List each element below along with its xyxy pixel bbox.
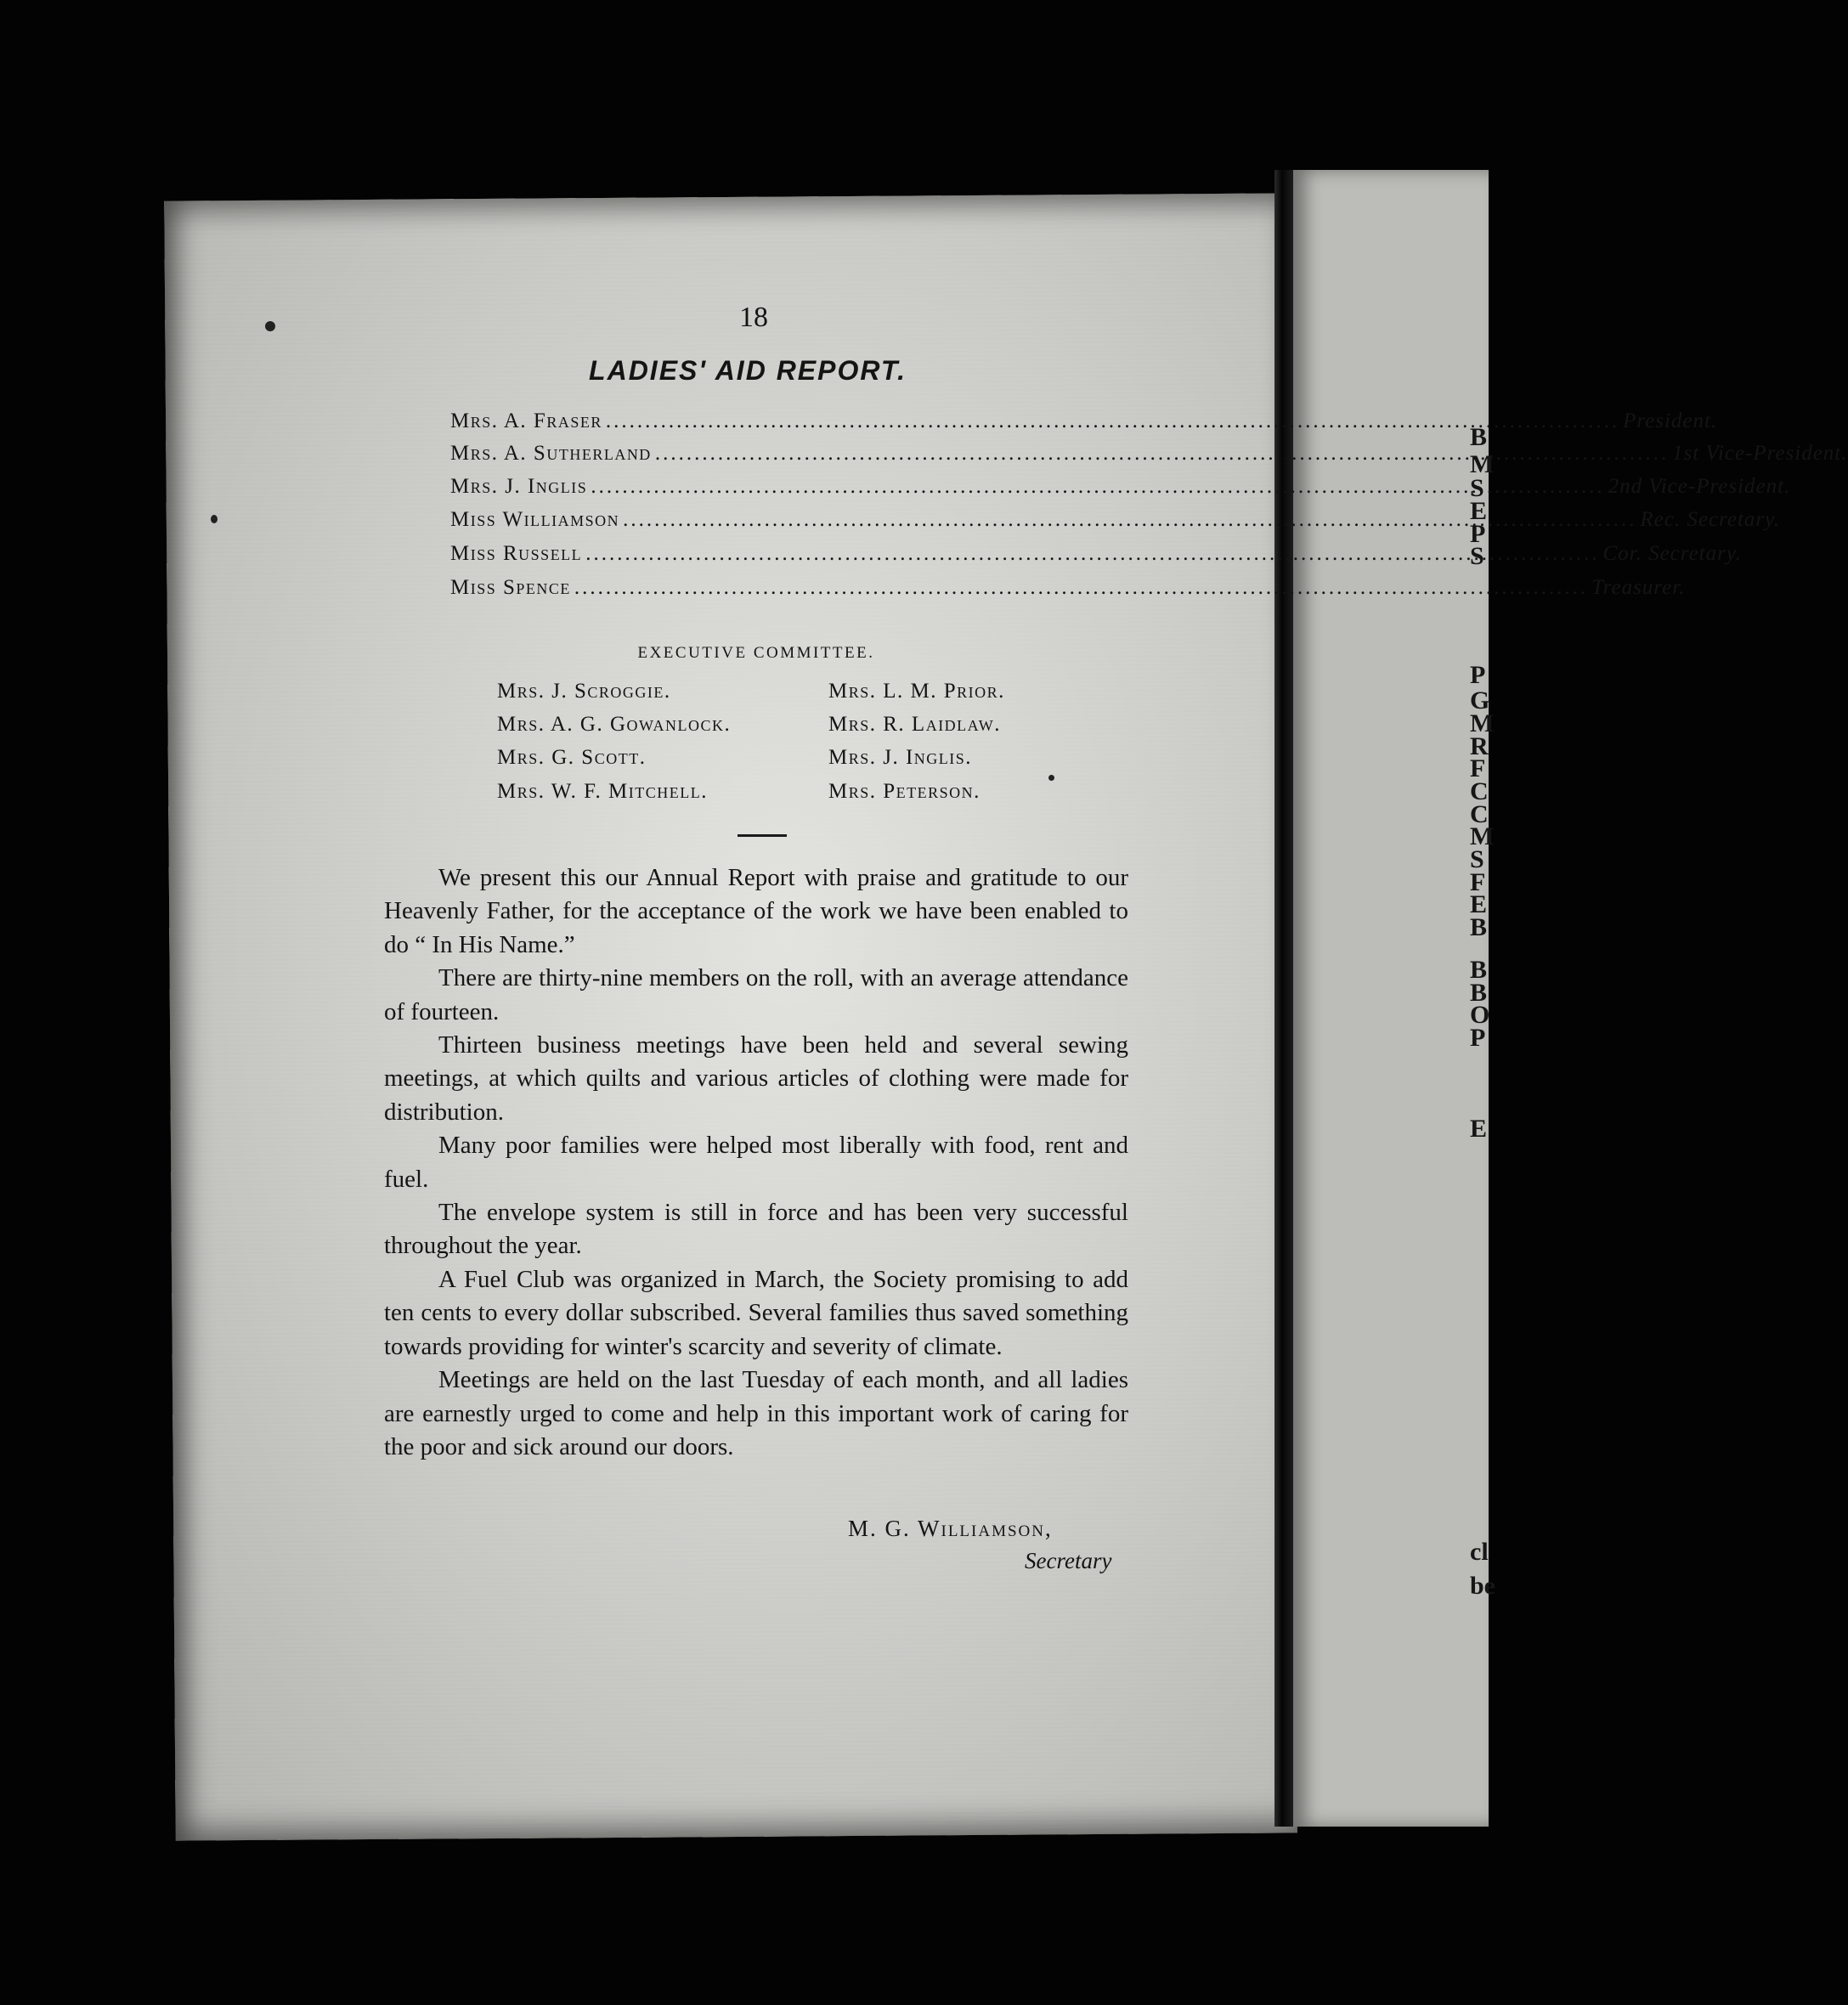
facing-page-letter: M	[1470, 450, 1495, 478]
signature-name: M. G. Williamson,	[848, 1516, 1053, 1541]
officer-name: Mrs. A. Fraser	[450, 409, 602, 432]
leader-dots	[574, 576, 1588, 600]
officer-name: Mrs. A. Sutherland	[450, 442, 652, 465]
section-divider	[738, 834, 787, 837]
facing-page-letter: E	[1470, 1115, 1488, 1143]
report-paragraph: Thirteen business meetings have been held and several sewing meetings, at which quilts and various articles of clothing were made for distribution.	[384, 1031, 1128, 1126]
facing-page-letter: S	[1470, 474, 1484, 502]
officer-name: Mrs. J. Inglis	[450, 475, 588, 498]
facing-page-letter: F	[1470, 868, 1486, 896]
officer-role: Cor. Secretary.	[1602, 542, 1742, 565]
officer-row	[450, 409, 1718, 440]
executive-committee-heading: EXECUTIVE COMMITTEE.	[637, 644, 875, 662]
facing-page-letter: P	[1470, 661, 1486, 689]
officer-role: Rec. Secretary.	[1640, 508, 1781, 531]
facing-page-letter: be	[1470, 1572, 1495, 1600]
committee-member: Mrs. Peterson.	[828, 780, 981, 803]
committee-member: Mrs. A. G. Gowanlock.	[497, 713, 732, 736]
committee-member: Mrs. W. F. Mitchell.	[497, 780, 708, 803]
facing-page-letter: M	[1470, 822, 1495, 850]
signature-title: Secretary	[1025, 1548, 1112, 1573]
facing-page-letter: C	[1470, 777, 1489, 805]
officer-row	[450, 542, 1742, 573]
facing-page-letter: O	[1470, 1001, 1490, 1029]
facing-page-letter: cl	[1470, 1538, 1489, 1566]
leader-dots	[655, 442, 1669, 466]
report-paragraph: Many poor families were helped most liberally with food, rent and fuel.	[384, 1132, 1128, 1193]
facing-page-letter: B	[1470, 913, 1488, 941]
facing-page-letter: B	[1470, 956, 1488, 984]
facing-page-letter: B	[1470, 423, 1488, 451]
dust-speck	[265, 321, 275, 331]
committee-member: Mrs. G. Scott.	[497, 746, 647, 769]
report-paragraph: A Fuel Club was organized in March, the Society promising to add ten cents to every dollar subscribed. Several families thus saved something towards providing for winter's scarcity and severity of climate.	[384, 1265, 1128, 1360]
report-paragraph: There are thirty-nine members on the roll, with an average attendance of fourteen.	[384, 964, 1128, 1025]
committee-member: Mrs. J. Scroggie.	[497, 680, 671, 703]
officer-name: Miss Spence	[450, 576, 571, 599]
leader-dots	[623, 508, 1636, 532]
facing-page-letter: C	[1470, 800, 1489, 828]
leader-dots	[606, 409, 1619, 433]
officer-row	[450, 442, 1848, 472]
dust-speck	[211, 515, 218, 523]
officer-name: Miss Williamson	[450, 508, 620, 531]
facing-page-letter: E	[1470, 497, 1488, 525]
officer-row	[450, 508, 1781, 539]
facing-page-letter: P	[1470, 520, 1486, 548]
officer-row	[450, 475, 1791, 505]
facing-page-letter: G	[1470, 686, 1490, 714]
report-paragraph: The envelope system is still in force and has been very successful throughout the year.	[384, 1199, 1128, 1260]
leader-dots	[585, 542, 1599, 566]
officer-role: Treasurer.	[1591, 576, 1686, 599]
committee-member: Mrs. J. Inglis.	[828, 746, 973, 769]
page-number: 18	[739, 302, 768, 333]
facing-page-letter: R	[1470, 732, 1489, 760]
facing-page-letter: E	[1470, 890, 1488, 918]
officer-role: 1st Vice-President.	[1672, 442, 1848, 465]
report-title: LADIES' AID REPORT.	[589, 355, 907, 386]
facing-page-letter: P	[1470, 1024, 1486, 1052]
facing-page-letter: B	[1470, 979, 1488, 1007]
officer-role: 2nd Vice-President.	[1608, 475, 1791, 498]
report-body	[384, 861, 1128, 1464]
committee-member: Mrs. L. M. Prior.	[828, 680, 1005, 703]
dust-speck	[1048, 775, 1054, 781]
facing-page-letter: F	[1470, 754, 1486, 782]
report-paragraph: Meetings are held on the last Tuesday of each month, and all ladies are earnestly urged to come and help in this important work of caring for the poor and sick around our doors.	[384, 1366, 1128, 1460]
report-paragraph: We present this our Annual Report with praise and gratitude to our Heavenly Father, for the acceptance of the work we have been enabled to do “ In His Name.”	[384, 864, 1128, 958]
committee-member: Mrs. R. Laidlaw.	[828, 713, 1001, 736]
officer-row	[450, 576, 1686, 607]
officer-name: Miss Russell	[450, 542, 583, 565]
facing-page-letter: S	[1470, 542, 1484, 570]
facing-page-letter: M	[1470, 709, 1495, 737]
facing-page-letter: S	[1470, 845, 1484, 873]
leader-dots	[591, 475, 1604, 499]
officer-role: President.	[1623, 409, 1718, 432]
